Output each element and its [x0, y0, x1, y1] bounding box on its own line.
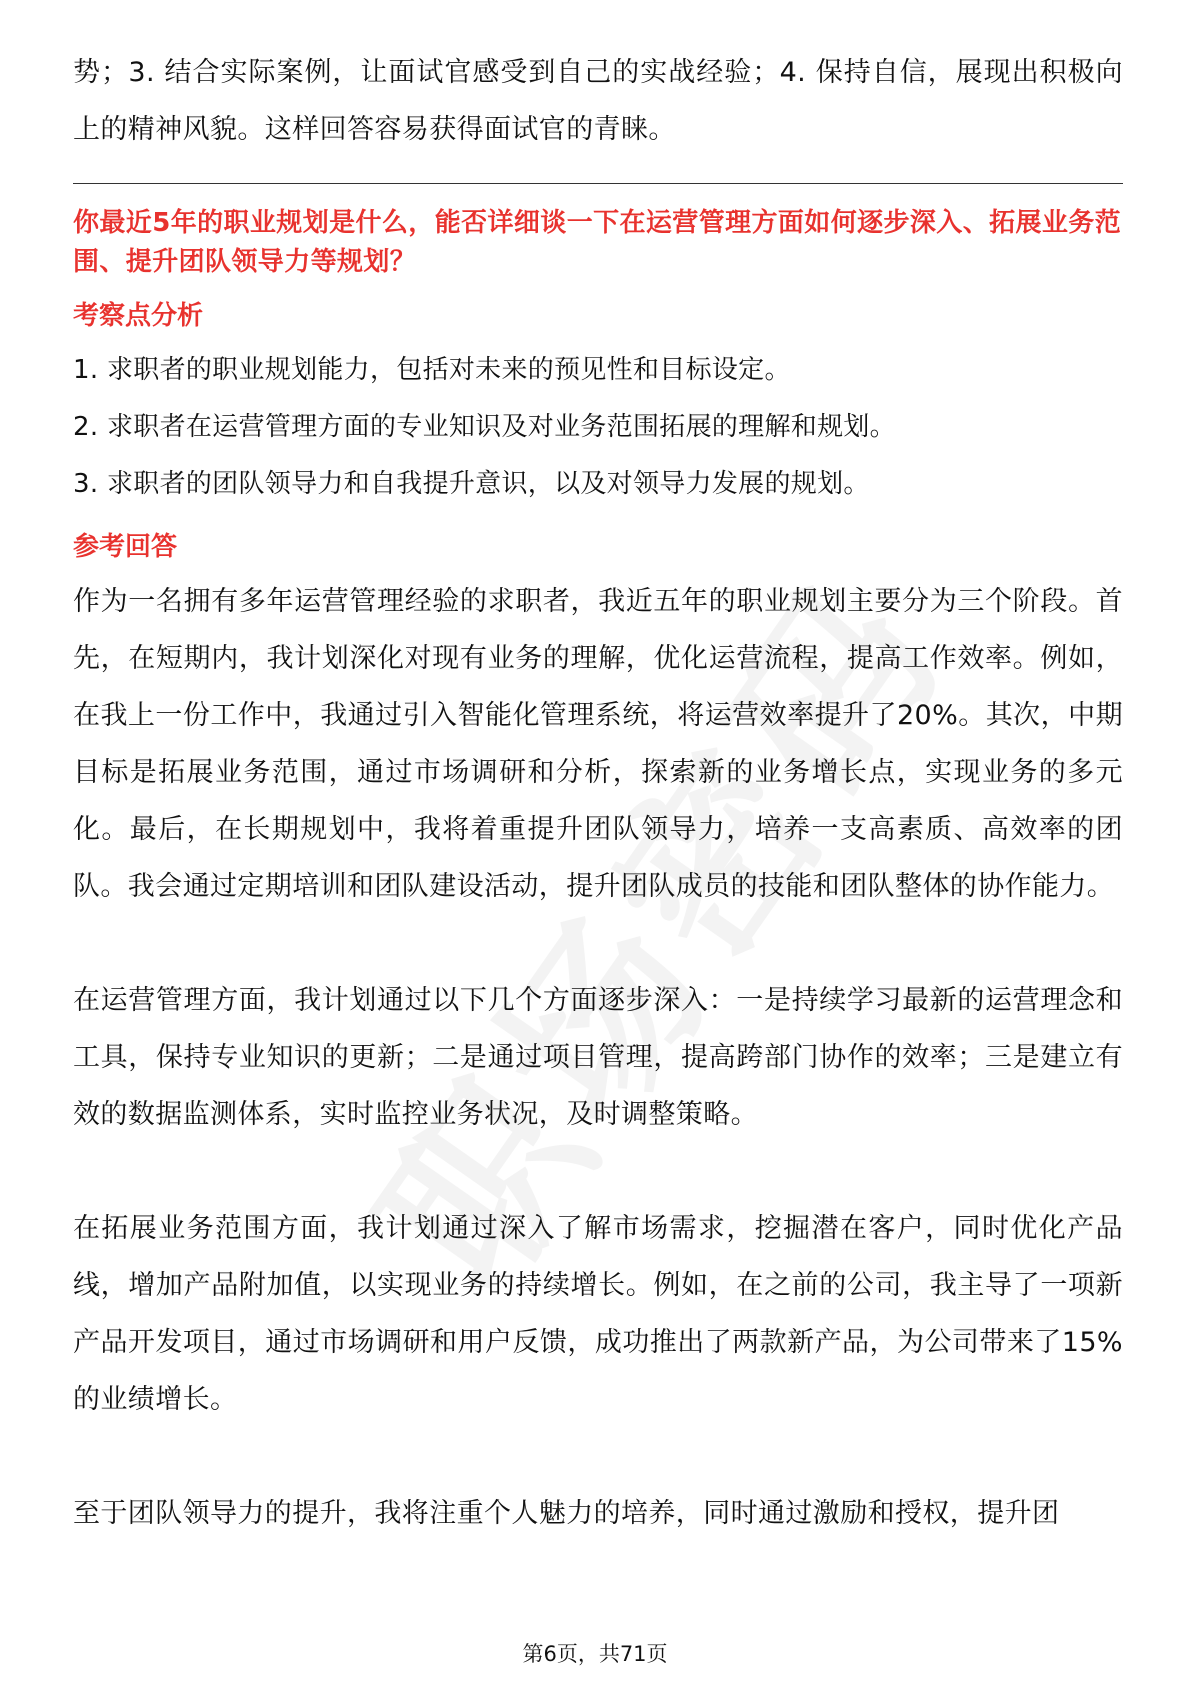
paragraph-gap	[73, 1143, 1123, 1200]
question-title: 你最近5年的职业规划是什么，能否详细谈一下在运营管理方面如何逐步深入、拓展业务范围、提升团队领导力等规划？	[73, 208, 1122, 277]
page-content	[73, 44, 1123, 1542]
analysis-point: 1. 求职者的职业规划能力，包括对未来的预见性和目标设定。	[73, 355, 791, 385]
intro-paragraph: 势；3. 结合实际案例，让面试官感受到自己的实战经验；4. 保持自信，展现出积极向上的精神风貌。这样回答容易获得面试官的青睐。	[73, 57, 1123, 145]
answer-heading: 参考回答	[73, 532, 178, 562]
analysis-point: 2. 求职者在运营管理方面的专业知识及对业务范围拓展的理解和规划。	[73, 412, 896, 442]
answer-paragraph: 作为一名拥有多年运营管理经验的求职者，我近五年的职业规划主要分为三个阶段。首先，在短期内，我计划深化对现有业务的理解，优化运营流程，提高工作效率。例如，在我上一份工作中，我通过引入智能化管理系统，将运营效率提升了20%。其次，中期目标是拓展业务范围，通过市场调研和分析，探索新的业务增长点，实现业务的多元化。最后，在长期规划中，我将着重提升团队领导力，培养一支高素质、高效率的团队。我会通过定期培训和团队建设活动，提升团队成员的技能和团队整体的协作能力。	[73, 586, 1123, 902]
answer-paragraph: 在拓展业务范围方面，我计划通过深入了解市场需求，挖掘潜在客户，同时优化产品线，增加产品附加值，以实现业务的持续增长。例如，在之前的公司，我主导了一项新产品开发项目，通过市场调研和用户反馈，成功推出了两款新产品，为公司带来了15%的业绩增长。	[73, 1213, 1123, 1415]
page-number: 第6页，共71页	[522, 1642, 668, 1666]
answer-paragraph: 至于团队领导力的提升，我将注重个人魅力的培养，同时通过激励和授权，提升团	[73, 1498, 1060, 1529]
section-divider	[73, 183, 1123, 184]
paragraph-gap	[73, 915, 1123, 972]
analysis-point: 3. 求职者的团队领导力和自我提升意识，以及对领导力发展的规划。	[73, 469, 870, 499]
answer-paragraph: 在运营管理方面，我计划通过以下几个方面逐步深入：一是持续学习最新的运营理念和工具，保持专业知识的更新；二是通过项目管理，提高跨部门协作的效率；三是建立有效的数据监测体系，实时监控业务状况，及时调整策略。	[73, 985, 1123, 1130]
paragraph-gap	[73, 1428, 1123, 1485]
analysis-heading: 考察点分析	[73, 301, 204, 331]
